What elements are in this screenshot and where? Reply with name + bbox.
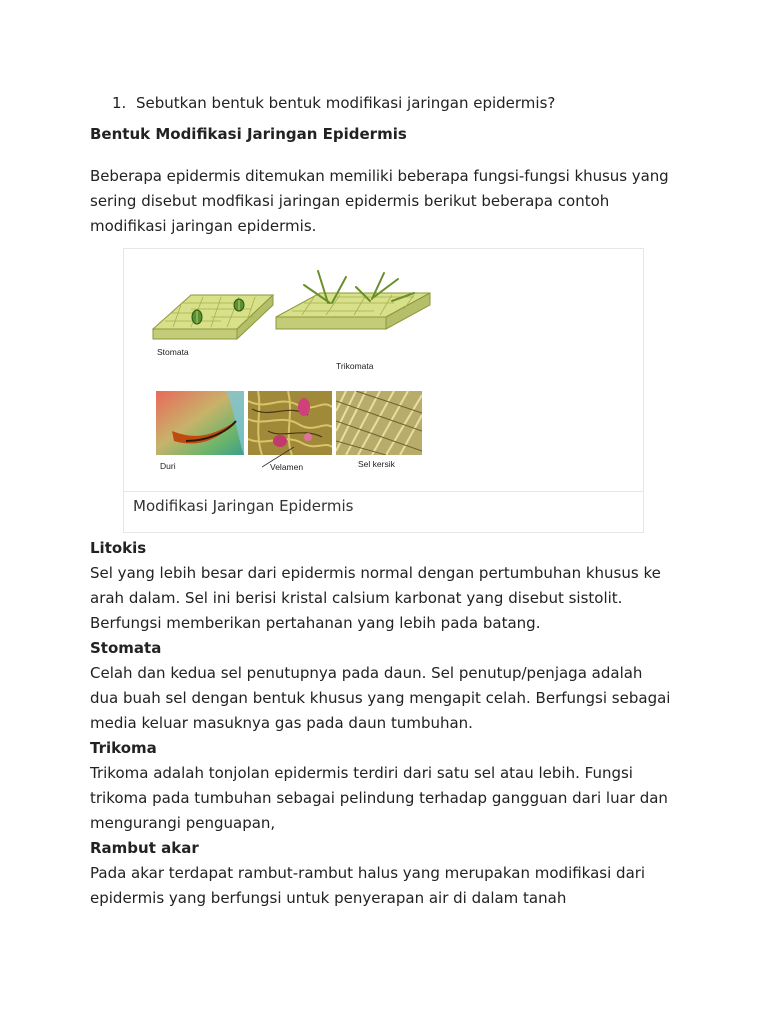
label-stomata: Stomata — [157, 347, 189, 357]
trikomata-illustration — [274, 267, 432, 347]
litokis-line-1: Sel yang lebih besar dari epidermis normal dengan pertumbuhan khusus ke — [90, 564, 661, 582]
trikoma-line-1: Trikoma adalah tonjolan epidermis terdiri dari satu sel atau lebih. Fungsi — [90, 764, 633, 782]
stomata-title: Stomata — [90, 639, 162, 657]
trikoma-line-2: trikoma pada tumbuhan sebagai pelindung terhadap gangguan dari luar dan — [90, 789, 668, 807]
stomata-illustration — [151, 291, 275, 347]
litokis-line-3: Berfungsi memberikan pertahanan yang lebih pada batang. — [90, 614, 541, 632]
stomata-line-1: Celah dan kedua sel penutupnya pada daun. Sel penutup/penjaga adalah — [90, 664, 643, 682]
stomata-line-3: media keluar masuknya gas pada daun tumbuhan. — [90, 714, 473, 732]
question-text: Sebutkan bentuk bentuk modifikasi jaringan epidermis? — [136, 94, 556, 112]
rambut-akar-line-1: Pada akar terdapat rambut-rambut halus yang merupakan modifikasi dari — [90, 864, 646, 882]
intro-line-3: modifikasi jaringan epidermis. — [90, 217, 317, 235]
label-trikomata: Trikomata — [336, 361, 374, 371]
label-sel-kersik: Sel kersik — [358, 459, 395, 469]
intro-line-2: sering disebut modfikasi jaringan epidermis berikut beberapa contoh — [90, 192, 610, 210]
litokis-title: Litokis — [90, 539, 147, 557]
sel-kersik-photo — [336, 391, 422, 455]
trikoma-line-3: mengurangi penguapan, — [90, 814, 276, 832]
section-litokis — [90, 536, 678, 911]
label-duri: Duri — [160, 461, 176, 471]
rambut-akar-title: Rambut akar — [90, 839, 199, 857]
figure-divider — [124, 491, 643, 492]
intro-line-1: Beberapa epidermis ditemukan memiliki beberapa fungsi-fungsi khusus yang — [90, 167, 669, 185]
rambut-akar-line-2: epidermis yang berfungsi untuk penyerapan air di dalam tanah — [90, 889, 567, 907]
question-item — [112, 92, 555, 114]
figure-caption: Modifikasi Jaringan Epidermis — [133, 497, 354, 515]
duri-photo — [156, 391, 244, 455]
list-number: 1. — [112, 94, 127, 112]
figure-box — [123, 248, 644, 533]
litokis-line-2: arah dalam. Sel ini berisi kristal calsium karbonat yang disebut sistolit. — [90, 589, 623, 607]
section-heading: Bentuk Modifikasi Jaringan Epidermis — [90, 125, 407, 143]
trikoma-title: Trikoma — [90, 739, 157, 757]
intro-paragraph — [90, 164, 678, 239]
stomata-line-2: dua buah sel dengan bentuk khusus yang mengapit celah. Berfungsi sebagai — [90, 689, 671, 707]
label-velamen: Velamen — [270, 462, 304, 472]
